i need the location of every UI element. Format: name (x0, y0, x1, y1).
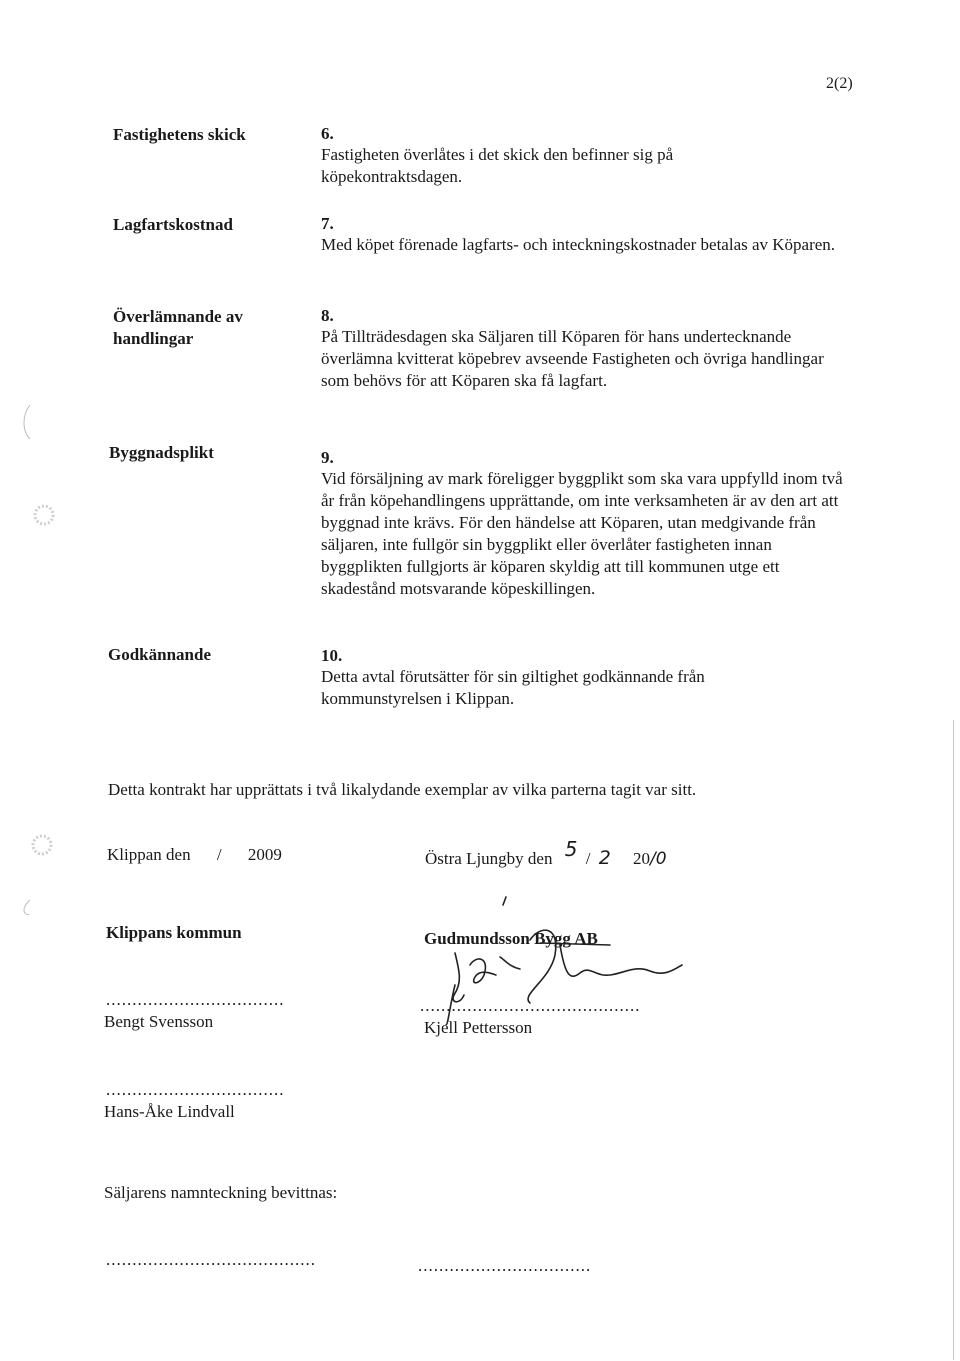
signature-line: .......................................... (420, 996, 641, 1015)
place-right-text: Östra Ljungby den (425, 849, 553, 868)
party-left-name: Klippans kommun (106, 923, 242, 942)
handwritten-month: 2 (598, 847, 611, 869)
witness-signature-line: ................................. (418, 1256, 592, 1275)
section-9 (321, 448, 851, 600)
signer-name: Hans-Åke Lindvall (104, 1102, 235, 1121)
date-separator: / (216, 845, 222, 864)
section-label-godkannande: Godkännande (108, 645, 211, 664)
section-text: Vid försäljning av mark föreligger byggplikt som ska vara uppfylld inom två år från köpehandlingens upprättande, om inte verksamheten är av den art att byggnad inte krävs. För den händelse att Köparen, utan medgivande från säljaren, inte fullgör sin byggplikt eller överlåter fastigheten innan byggplikten fullgjorts är köparen skyldig att till kommunen utge ett skadestånd motsvarande köpeskillingen. (321, 469, 843, 598)
page-number: 2(2) (826, 75, 853, 92)
place-date-left (107, 845, 282, 865)
section-6 (321, 124, 851, 188)
date-year-prefix: 20 (633, 849, 651, 868)
date-separator: / (585, 849, 591, 868)
section-number: 6. (321, 124, 334, 143)
section-number: 10. (321, 646, 343, 665)
section-text: Fastigheten överlåtes i det skick den befinner sig på köpekontraktsdagen. (321, 145, 674, 186)
section-number: 9. (321, 448, 334, 467)
place-date-right (425, 837, 667, 869)
section-number: 8. (321, 306, 334, 325)
section-label-byggnadsplikt: Byggnadsplikt (109, 443, 214, 462)
handwritten-year: /0 (650, 849, 667, 869)
witness-label: Säljarens namnteckning bevittnas: (104, 1183, 338, 1202)
signer-name: Bengt Svensson (104, 1012, 214, 1031)
section-8 (321, 306, 851, 392)
party-right-name: Gudmundsson Bygg AB (424, 929, 598, 948)
section-text: På Tillträdesdagen ska Säljaren till Köparen för hans undertecknande överlämna kvitterat köpebrev avseende Fastigheten och övriga handlingar som behövs för att Köparen ska få lagfart. (321, 327, 824, 390)
contract-statement: Detta kontrakt har upprättats i två likalydande exemplar av vilka parterna tagit var sitt. (108, 780, 697, 799)
place-left-text: Klippan den (107, 845, 191, 864)
signature-line: .................................. (106, 1080, 285, 1099)
section-text: Med köpet förenade lagfarts- och inteckningskostnader betalas av Köparen. (321, 235, 836, 254)
section-text: Detta avtal förutsätter för sin giltighet godkännande från kommunstyrelsen i Klippan. (321, 667, 705, 708)
signature-line: .................................. (106, 990, 285, 1009)
section-label-overlamnande: Överlämnande av handlingar (113, 307, 243, 348)
section-label-lagfartskostnad: Lagfartskostnad (113, 215, 233, 234)
witness-signature-line: ........................................ (106, 1250, 316, 1269)
punch-hole-icon (16, 395, 56, 915)
signer-name: Kjell Pettersson (424, 1018, 533, 1037)
handwritten-day: 5 (564, 837, 578, 861)
scan-edge (953, 720, 954, 1360)
section-10 (321, 646, 851, 710)
date-year: 2009 (247, 845, 282, 864)
section-number: 7. (321, 214, 334, 233)
section-label-fastighetens-skick: Fastighetens skick (113, 125, 246, 144)
section-7 (321, 214, 851, 256)
